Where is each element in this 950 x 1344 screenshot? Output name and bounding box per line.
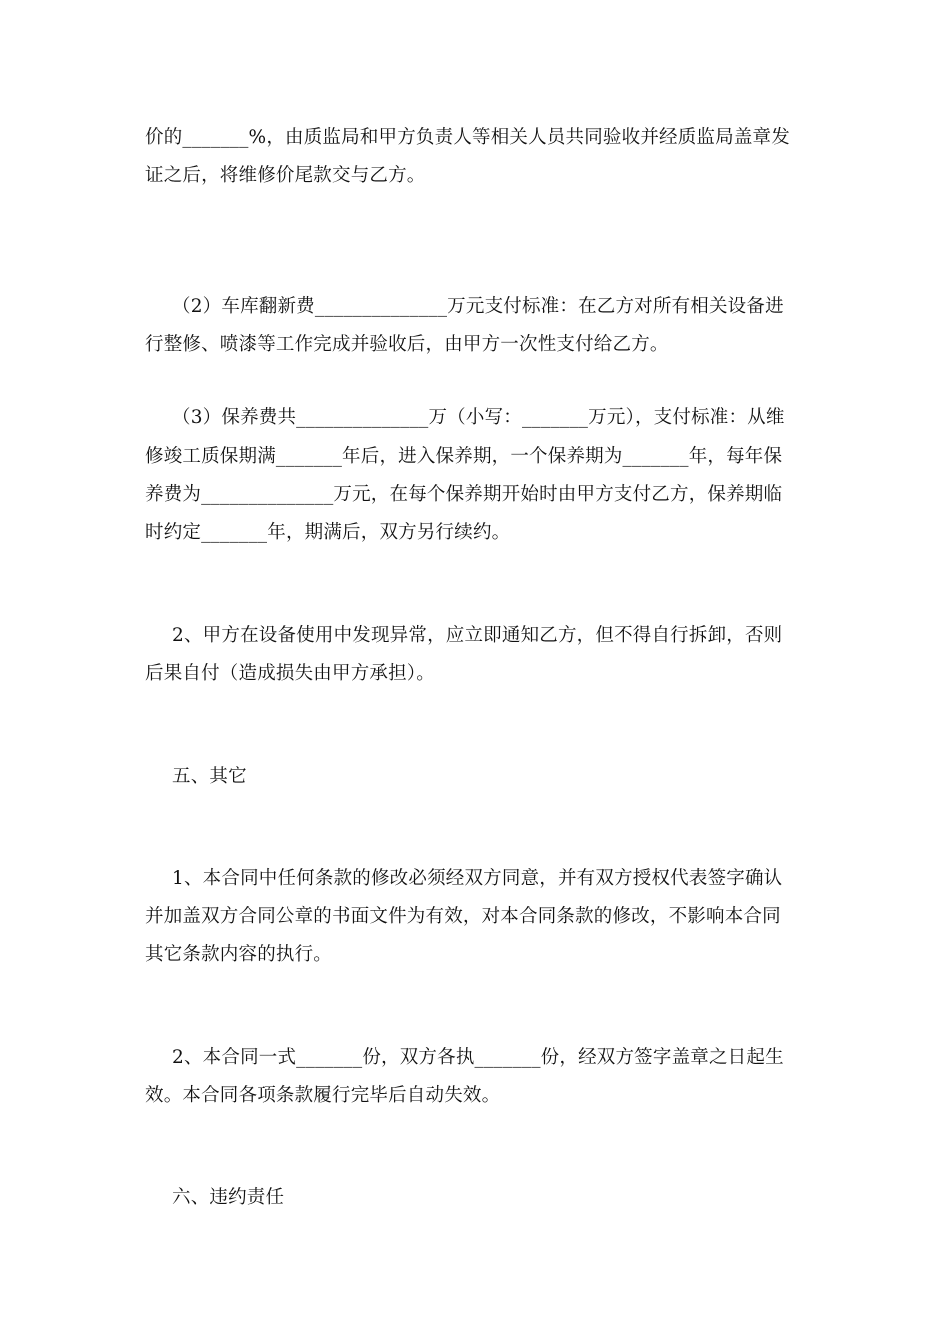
paragraph-line: （3）保养费共______________万（小写：_______万元），支付标准：从维 [172,407,785,428]
paragraph-line: 证之后，将维修价尾款交与乙方。 [145,165,426,186]
paragraph-line: 1、本合同中任何条款的修改必须经双方同意，并有双方授权代表签字确认 [172,868,783,889]
paragraph-line: 其它条款内容的执行。 [145,944,333,965]
paragraph-line: 2、本合同一式_______份，双方各执_______份，经双方签字盖章之日起生 [172,1047,784,1068]
paragraph-line: 2、甲方在设备使用中发现异常，应立即通知乙方，但不得自行拆卸，否则 [172,625,783,646]
paragraph-line: 时约定_______年，期满后，双方另行续约。 [145,522,511,543]
paragraph-line: （2）车库翻新费______________万元支付标准：在乙方对所有相关设备进 [172,296,784,317]
paragraph-line: 并加盖双方合同公章的书面文件为有效，对本合同条款的修改，不影响本合同 [145,906,781,927]
paragraph-line: 修竣工质保期满_______年后，进入保养期，一个保养期为_______年，每年保 [145,446,783,467]
paragraph-line: 价的_______%，由质监局和甲方负责人等相关人员共同验收并经质监局盖章发 [145,127,790,148]
paragraph-line: 效。本合同各项条款履行完毕后自动失效。 [145,1085,501,1106]
paragraph-line: 养费为______________万元，在每个保养期开始时由甲方支付乙方，保养期临 [145,484,783,505]
paragraph-line: 行整修、喷漆等工作完成并验收后，由甲方一次性支付给乙方。 [145,334,669,355]
paragraph-line: 后果自付（造成损失由甲方承担）。 [145,663,435,684]
section-heading: 五、其它 [172,766,247,787]
section-heading: 六、违约责任 [172,1187,285,1208]
